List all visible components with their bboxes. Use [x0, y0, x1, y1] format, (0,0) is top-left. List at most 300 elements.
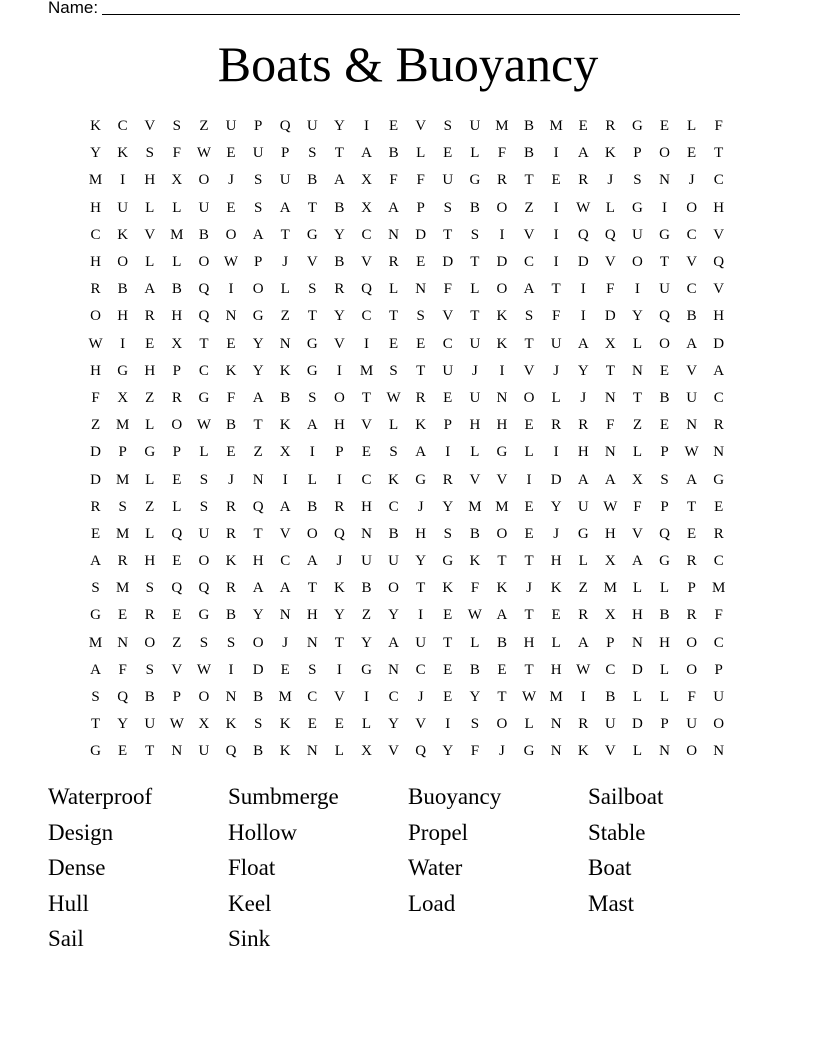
grid-letter: V	[144, 118, 156, 135]
grid-letter: T	[443, 634, 453, 651]
grid-letter: L	[145, 254, 155, 271]
grid-letter: B	[307, 172, 318, 189]
grid-letter: H	[469, 417, 481, 434]
grid-letter: X	[361, 199, 372, 216]
word-bank-item: Load	[408, 890, 456, 916]
grid-letter: V	[279, 525, 291, 542]
grid-letter: O	[333, 389, 345, 406]
grid-letter: C	[524, 254, 535, 271]
grid-letter: G	[90, 743, 101, 760]
grid-letter: A	[279, 199, 291, 216]
grid-letter: E	[118, 607, 128, 624]
grid-letter: P	[253, 254, 263, 271]
grid-letter: F	[714, 118, 723, 135]
grid-letter: Y	[577, 362, 589, 379]
grid-letter: W	[467, 607, 482, 624]
grid-letter: M	[88, 634, 103, 651]
grid-letter: V	[361, 254, 372, 271]
grid-letter: N	[604, 389, 616, 406]
grid-letter: B	[198, 226, 209, 243]
grid-letter: R	[226, 525, 237, 542]
word-bank-item: Sumbmerge	[228, 784, 339, 809]
grid-letter: T	[334, 634, 344, 651]
grid-letter: O	[144, 634, 156, 651]
grid-letter: V	[523, 362, 535, 379]
grid-letter: N	[279, 335, 291, 352]
grid-letter: A	[252, 580, 264, 597]
grid-letter: G	[198, 389, 210, 406]
grid-letter: N	[415, 281, 427, 298]
grid-letter: W	[684, 444, 699, 461]
grid-letter: R	[578, 716, 589, 733]
grid-letter: I	[228, 661, 234, 678]
grid-letter: U	[550, 335, 562, 352]
grid-letter: R	[117, 553, 128, 570]
grid-letter: L	[470, 281, 480, 298]
grid-letter: N	[550, 716, 562, 733]
grid-letter: L	[416, 145, 426, 162]
grid-letter: K	[415, 417, 427, 434]
grid-letter: U	[469, 118, 481, 135]
grid-letter: U	[442, 172, 454, 189]
grid-letter: S	[470, 716, 480, 733]
grid-letter: X	[171, 335, 183, 352]
grid-letter: M	[549, 118, 563, 135]
grid-letter: B	[253, 689, 264, 706]
grid-letter: O	[198, 553, 210, 570]
grid-letter: U	[415, 634, 427, 651]
grid-letter: L	[172, 498, 182, 515]
grid-letter: G	[306, 226, 318, 243]
grid-letter: N	[686, 417, 698, 434]
grid-letter: K	[279, 716, 291, 733]
grid-letter: L	[388, 281, 399, 298]
grid-letter: B	[144, 689, 155, 706]
grid-letter: J	[228, 471, 234, 488]
grid-letter: N	[225, 689, 237, 706]
word-bank-item: Keel	[228, 890, 272, 916]
grid-letter: D	[577, 254, 589, 271]
grid-letter: Y	[333, 308, 345, 325]
grid-letter: E	[388, 118, 399, 135]
grid-letter: P	[660, 444, 669, 461]
grid-letter: H	[577, 444, 589, 461]
word-bank-item: Sailboat	[588, 784, 664, 809]
grid-letter: Y	[415, 553, 427, 570]
grid-letter: I	[363, 335, 369, 352]
word-bank-item: Sink	[228, 926, 271, 952]
grid-letter: E	[226, 145, 236, 162]
grid-letter: L	[605, 199, 615, 216]
grid-letter: S	[308, 145, 317, 162]
grid-letter: L	[659, 580, 670, 597]
grid-letter: A	[686, 335, 698, 352]
grid-letter: A	[361, 145, 372, 162]
grid-letter: Z	[253, 444, 263, 461]
grid-letter: R	[226, 580, 237, 597]
grid-letter: P	[172, 689, 181, 706]
grid-letter: A	[144, 281, 156, 298]
grid-letter: I	[553, 226, 559, 243]
grid-letter: E	[388, 335, 399, 352]
grid-letter: N	[496, 389, 508, 406]
grid-letter: A	[577, 634, 589, 651]
grid-letter: R	[388, 254, 399, 271]
grid-letter: Z	[199, 118, 209, 135]
grid-letter: H	[713, 308, 725, 325]
grid-letter: E	[172, 471, 182, 488]
grid-letter: B	[334, 254, 345, 271]
grid-letter: T	[687, 498, 697, 515]
grid-letter: X	[171, 172, 183, 189]
grid-letter: H	[333, 417, 345, 434]
grid-letter: Q	[361, 281, 372, 298]
grid-letter: A	[388, 199, 399, 216]
grid-letter: M	[495, 498, 509, 515]
grid-letter: C	[713, 553, 724, 570]
grid-letter: N	[252, 471, 264, 488]
grid-letter: V	[713, 226, 725, 243]
grid-letter: L	[334, 743, 344, 760]
grid-letter: Y	[632, 308, 643, 325]
grid-letter: L	[470, 444, 480, 461]
grid-letter: I	[309, 444, 315, 461]
grid-letter: L	[551, 389, 561, 406]
grid-letter: E	[443, 607, 453, 624]
grid-letter: H	[604, 525, 616, 542]
grid-letter: E	[443, 389, 453, 406]
grid-letter: P	[687, 580, 696, 597]
grid-letter: H	[550, 661, 562, 678]
grid-letter: W	[576, 661, 591, 678]
grid-letter: T	[524, 553, 534, 570]
grid-letter: Q	[171, 580, 183, 597]
grid-letter: H	[361, 498, 372, 515]
grid-letter: U	[306, 118, 318, 135]
grid-letter: K	[388, 471, 399, 488]
grid-letter: D	[550, 471, 562, 488]
grid-letter: K	[496, 335, 508, 352]
grid-letter: K	[117, 226, 129, 243]
grid-letter: E	[118, 743, 128, 760]
grid-letter: H	[90, 254, 101, 271]
grid-letter: M	[603, 580, 617, 597]
grid-letter: O	[225, 226, 237, 243]
grid-letter: Y	[252, 335, 264, 352]
grid-letter: J	[282, 254, 289, 271]
grid-letter: G	[659, 553, 670, 570]
grid-letter: A	[388, 634, 399, 651]
grid-letter: G	[469, 172, 481, 189]
grid-letter: D	[604, 308, 616, 325]
grid-letter: O	[252, 281, 264, 298]
grid-letter: F	[172, 145, 181, 162]
grid-letter: T	[524, 607, 534, 624]
grid-letter: A	[713, 362, 725, 379]
grid-letter: C	[442, 335, 453, 352]
grid-letter: B	[226, 607, 237, 624]
grid-letter: O	[496, 281, 508, 298]
grid-letter: I	[553, 199, 559, 216]
grid-letter: F	[470, 743, 480, 760]
grid-letter: S	[145, 661, 154, 678]
grid-letter: I	[634, 281, 640, 298]
grid-letter: Z	[280, 308, 290, 325]
grid-letter: W	[196, 145, 211, 162]
grid-letter: F	[606, 281, 615, 298]
grid-letter: O	[306, 525, 318, 542]
grid-letter: N	[306, 634, 318, 651]
grid-letter: M	[495, 118, 509, 135]
grid-letter: B	[253, 743, 264, 760]
grid-letter: S	[389, 362, 398, 379]
grid-letter: B	[361, 580, 372, 597]
grid-letter: A	[279, 498, 291, 515]
grid-letter: A	[252, 226, 264, 243]
grid-letter: K	[550, 580, 562, 597]
grid-letter: V	[604, 254, 616, 271]
grid-letter: E	[443, 145, 453, 162]
grid-letter: W	[196, 417, 211, 434]
grid-letter: Z	[361, 607, 372, 624]
grid-letter: H	[713, 199, 725, 216]
grid-letter: F	[91, 389, 100, 406]
grid-letter: T	[253, 525, 263, 542]
grid-letter: X	[361, 172, 372, 189]
grid-letter: F	[416, 172, 425, 189]
grid-letter: W	[576, 199, 591, 216]
grid-letter: G	[306, 335, 318, 352]
grid-letter: I	[282, 471, 288, 488]
grid-letter: C	[361, 226, 372, 243]
grid-letter: K	[442, 580, 454, 597]
grid-letter: R	[578, 417, 589, 434]
grid-letter: A	[306, 553, 318, 570]
grid-letter: G	[632, 199, 643, 216]
grid-letter: D	[90, 444, 101, 461]
grid-letter: O	[632, 254, 643, 271]
grid-letter: I	[120, 335, 126, 352]
grid-letter: B	[469, 199, 480, 216]
grid-letter: G	[415, 471, 427, 488]
grid-letter: N	[550, 743, 562, 760]
word-bank-item: Propel	[408, 819, 469, 845]
grid-letter: S	[199, 471, 209, 488]
grid-letter: G	[306, 362, 318, 379]
grid-letter: N	[306, 743, 318, 760]
grid-letter: T	[524, 661, 534, 678]
grid-letter: O	[496, 525, 508, 542]
grid-letter: K	[225, 716, 237, 733]
grid-letter: E	[687, 145, 697, 162]
grid-letter: I	[336, 471, 342, 488]
grid-letter: M	[115, 471, 130, 488]
grid-letter: I	[580, 689, 586, 706]
grid-letter: K	[604, 145, 616, 162]
grid-letter: S	[308, 389, 317, 406]
grid-letter: X	[279, 444, 291, 461]
grid-letter: X	[361, 743, 372, 760]
grid-letter: S	[524, 308, 534, 325]
grid-letter: R	[415, 389, 426, 406]
grid-letter: L	[199, 444, 209, 461]
grid-letter: G	[577, 525, 589, 542]
grid-letter: H	[144, 362, 156, 379]
grid-letter: G	[442, 553, 454, 570]
grid-letter: I	[418, 607, 424, 624]
grid-letter: N	[713, 743, 725, 760]
grid-letter: I	[580, 308, 586, 325]
grid-letter: T	[307, 580, 317, 597]
grid-letter: V	[333, 689, 345, 706]
grid-letter: T	[90, 716, 101, 733]
grid-letter: X	[632, 471, 643, 488]
grid-letter: T	[632, 389, 642, 406]
grid-letter: S	[308, 281, 317, 298]
grid-letter: M	[115, 525, 130, 542]
grid-letter: A	[496, 607, 508, 624]
grid-letter: S	[253, 172, 263, 189]
grid-letter: L	[145, 417, 155, 434]
grid-letter: T	[307, 308, 317, 325]
word-bank	[48, 779, 768, 957]
grid-letter: O	[686, 634, 698, 651]
grid-letter: C	[415, 661, 426, 678]
grid-letter: Q	[198, 281, 210, 298]
grid-letter: B	[686, 308, 697, 325]
grid-letter: L	[361, 716, 372, 733]
grid-letter: U	[442, 362, 454, 379]
grid-letter: P	[443, 417, 452, 434]
grid-letter: B	[659, 607, 670, 624]
grid-letter: H	[117, 308, 129, 325]
grid-letter: F	[470, 580, 480, 597]
grid-letter: A	[90, 553, 101, 570]
grid-letter: O	[198, 172, 210, 189]
grid-letter: C	[307, 689, 318, 706]
word-bank-item: Float	[228, 855, 276, 881]
grid-letter: F	[497, 145, 507, 162]
name-label: Name:	[48, 0, 99, 17]
word-bank-item: Sail	[48, 926, 84, 952]
grid-letter: H	[171, 308, 183, 325]
grid-letter: T	[145, 743, 155, 760]
grid-letter: B	[334, 199, 345, 216]
grid-letter: Z	[524, 199, 534, 216]
grid-letter: F	[551, 308, 561, 325]
grid-letter: E	[172, 553, 182, 570]
grid-letter: E	[226, 444, 236, 461]
word-bank-item: Stable	[588, 819, 646, 845]
grid-letter: E	[659, 417, 670, 434]
grid-letter: U	[225, 118, 237, 135]
grid-letter: L	[470, 634, 480, 651]
grid-letter: K	[279, 362, 291, 379]
grid-letter: J	[228, 172, 234, 189]
word-bank-item: Boat	[588, 855, 632, 881]
grid-letter: B	[605, 689, 616, 706]
grid-letter: I	[553, 254, 559, 271]
grid-letter: S	[172, 118, 181, 135]
grid-letter: S	[389, 444, 398, 461]
grid-letter: W	[223, 254, 239, 271]
grid-letter: B	[469, 525, 480, 542]
grid-letter: E	[416, 254, 426, 271]
grid-letter: U	[279, 172, 291, 189]
grid-letter: X	[198, 716, 210, 733]
grid-letter: U	[198, 525, 210, 542]
grid-letter: U	[361, 553, 372, 570]
grid-letter: Q	[659, 308, 670, 325]
grid-letter: Y	[333, 118, 345, 135]
grid-letter: R	[171, 389, 182, 406]
grid-letter: O	[659, 145, 670, 162]
grid-letter: M	[278, 689, 292, 706]
grid-letter: E	[551, 172, 561, 189]
grid-letter: Q	[333, 525, 345, 542]
grid-letter: T	[551, 281, 561, 298]
grid-letter: W	[521, 689, 537, 706]
grid-letter: W	[196, 661, 211, 678]
grid-letter: U	[659, 281, 670, 298]
grid-letter: S	[443, 199, 452, 216]
grid-letter: Q	[604, 226, 616, 243]
grid-letter: U	[198, 199, 210, 216]
grid-letter: B	[469, 661, 480, 678]
grid-letter: L	[307, 471, 317, 488]
grid-letter: H	[550, 553, 562, 570]
word-bank-item: Buoyancy	[408, 784, 502, 809]
grid-letter: B	[388, 525, 399, 542]
grid-letter: D	[442, 254, 454, 271]
grid-letter: Y	[361, 634, 372, 651]
grid-letter: Q	[198, 308, 210, 325]
word-bank-item: Water	[408, 855, 463, 881]
grid-letter: T	[497, 689, 507, 706]
grid-letter: S	[199, 634, 209, 651]
grid-letter: Y	[550, 498, 562, 515]
grid-letter: E	[524, 525, 534, 542]
grid-letter: Q	[225, 743, 237, 760]
grid-letter: L	[145, 199, 155, 216]
grid-letter: B	[117, 281, 128, 298]
grid-letter: O	[496, 199, 508, 216]
grid-letter: R	[334, 498, 345, 515]
grid-letter: H	[659, 634, 670, 651]
grid-letter: S	[470, 226, 480, 243]
grid-letter: M	[170, 226, 184, 243]
grid-letter: Q	[713, 254, 725, 271]
grid-letter: F	[687, 689, 696, 706]
grid-letter: Q	[279, 118, 291, 135]
grid-letter: T	[524, 172, 534, 189]
grid-letter: L	[578, 553, 588, 570]
grid-letter: D	[90, 471, 101, 488]
grid-letter: L	[388, 417, 399, 434]
grid-letter: T	[443, 226, 453, 243]
grid-letter: Z	[578, 580, 588, 597]
grid-letter: Q	[659, 525, 670, 542]
grid-letter: N	[171, 743, 183, 760]
grid-letter: R	[551, 417, 562, 434]
grid-letter: V	[415, 118, 427, 135]
grid-letter: L	[172, 199, 182, 216]
grid-letter: I	[228, 281, 234, 298]
grid-letter: B	[226, 417, 237, 434]
grid-letter: R	[578, 172, 589, 189]
grid-letter: Z	[145, 498, 155, 515]
grid-letter: V	[361, 417, 372, 434]
